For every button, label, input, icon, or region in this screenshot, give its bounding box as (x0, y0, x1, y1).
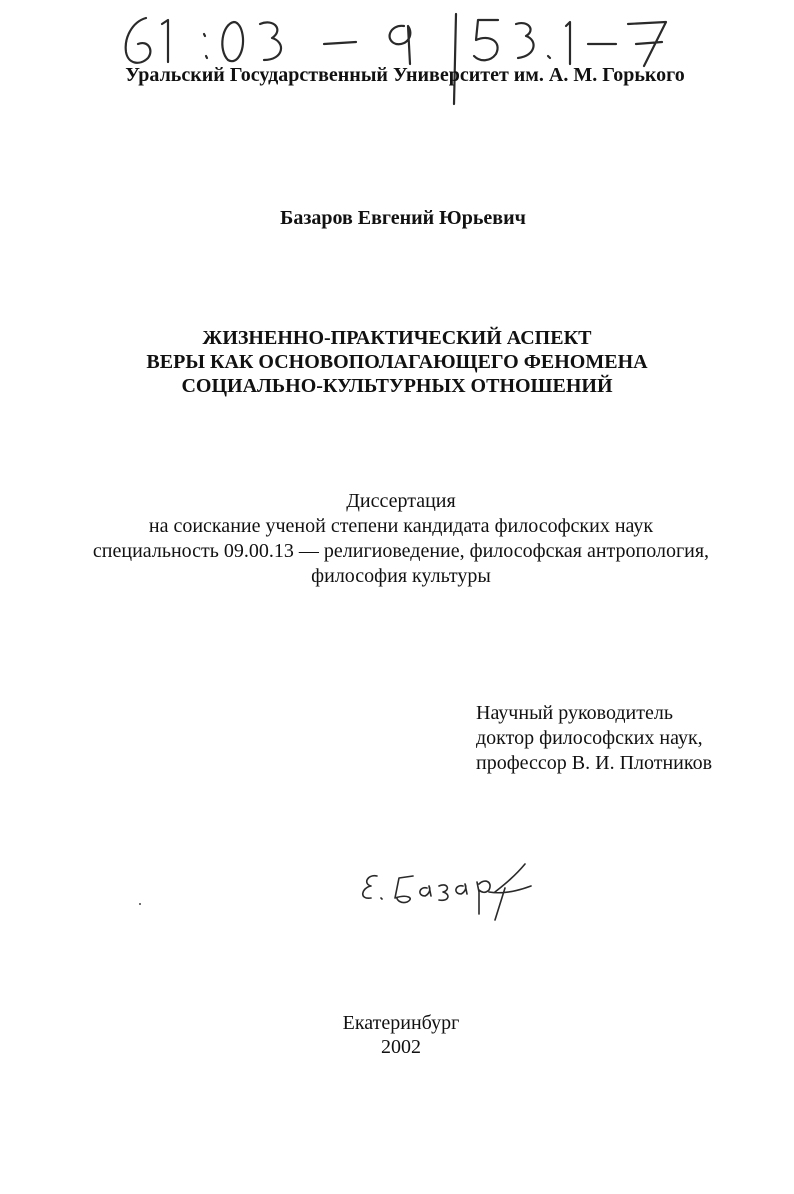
handwritten-code-drawing (118, 4, 698, 114)
stray-mark (139, 903, 141, 905)
dissertation-title (0, 326, 794, 398)
city: Екатеринбург (342, 1012, 460, 1034)
author-signature (355, 858, 545, 938)
title-line-1: ЖИЗНЕННО-ПРАКТИЧЕСКИЙ АСПЕКТ (202, 327, 592, 349)
dissertation-label: Диссертация (346, 490, 456, 512)
city-and-year (4, 1011, 794, 1059)
supervisor-name: профессор В. И. Плотников (476, 752, 713, 774)
title-line-2: ВЕРЫ КАК ОСНОВОПОЛАГАЮЩЕГО ФЕНОМЕНА (146, 351, 648, 373)
author-name: Базаров Евгений Юрьевич (280, 207, 526, 229)
supervisor-degree: доктор философских наук, (476, 727, 703, 749)
specialty-line-continued: философия культуры (311, 565, 491, 587)
specialty-line: специальность 09.00.13 — религиоведение, философская антропология, (92, 540, 710, 562)
university-name: Уральский Государственный Университет им. А. М. Горького (125, 64, 685, 86)
degree-line: на соискание ученой степени кандидата философских наук (148, 515, 654, 537)
handwritten-archive-code (118, 4, 698, 114)
supervisor-label: Научный руководитель (476, 702, 673, 724)
year: 2002 (381, 1036, 421, 1058)
supervisor-block (476, 701, 712, 776)
dissertation-description (4, 489, 794, 589)
signature-drawing (355, 858, 545, 938)
title-line-3: СОЦИАЛЬНО-КУЛЬТУРНЫХ ОТНОШЕНИЙ (181, 375, 613, 397)
